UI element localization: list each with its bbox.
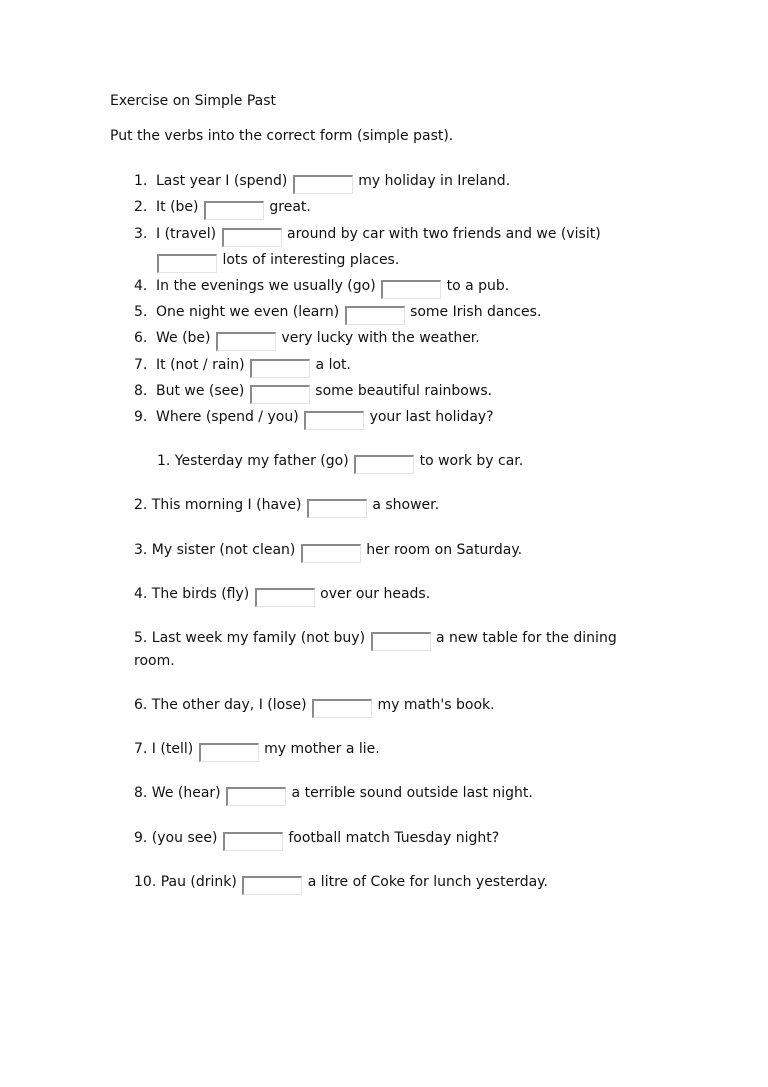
item-text-before: Last year I (spend) — [156, 173, 288, 189]
item-text-before: 3. My sister (not clean) — [134, 542, 296, 558]
item-text-before: 6. The other day, I (lose) — [134, 697, 307, 713]
item-text-after: football match Tuesday night? — [288, 830, 500, 846]
item-text-before: 5. Last week my family (not buy) — [134, 630, 366, 646]
list-item — [134, 829, 499, 847]
item-number: 2. — [134, 199, 148, 215]
item-text-after: a terrible sound outside last night. — [291, 785, 533, 801]
list-item — [134, 873, 548, 891]
item-text-after: my holiday in Ireland. — [358, 173, 511, 189]
list-item — [134, 541, 522, 559]
answer-input[interactable] — [354, 455, 414, 474]
answer-input[interactable] — [304, 411, 364, 430]
item-text-before: I (travel) — [156, 226, 217, 242]
item-text-after: lots of interesting places. — [222, 252, 400, 268]
list-item — [134, 696, 495, 714]
item-text-after: great. — [269, 199, 311, 215]
list-item-continuation: room. — [134, 653, 175, 669]
item-text-before: 8. We (hear) — [134, 785, 221, 801]
list-item — [134, 629, 617, 647]
item-text-before: 1. Yesterday my father (go) — [157, 453, 349, 469]
item-text-after: my math's book. — [377, 697, 495, 713]
answer-input[interactable] — [255, 588, 315, 607]
item-text-before: We (be) — [156, 330, 211, 346]
answer-input[interactable] — [226, 787, 286, 806]
answer-input[interactable] — [371, 632, 431, 651]
item-text-after: around by car with two friends and we (visit) — [287, 226, 601, 242]
item-number: 9. — [134, 409, 148, 425]
item-text-before: 7. I (tell) — [134, 741, 194, 757]
list-item — [134, 198, 311, 216]
answer-input[interactable] — [222, 228, 282, 247]
list-item — [134, 329, 480, 347]
answer-input[interactable] — [242, 876, 302, 895]
item-text-before: Where (spend / you) — [156, 409, 299, 425]
list-item — [134, 784, 533, 802]
answer-input[interactable] — [312, 699, 372, 718]
item-number: 3. — [134, 226, 148, 242]
answer-input[interactable] — [199, 743, 259, 762]
item-text-after: my mother a lie. — [264, 741, 380, 757]
item-text-before: 4. The birds (fly) — [134, 586, 250, 602]
list-item — [134, 277, 509, 295]
list-item — [134, 356, 351, 374]
item-text-after: to work by car. — [419, 453, 524, 469]
item-text-after: some Irish dances. — [410, 304, 542, 320]
item-text-after: over our heads. — [320, 586, 431, 602]
item-number: 4. — [134, 278, 148, 294]
item-text-after: her room on Saturday. — [366, 542, 523, 558]
item-text-before: It (not / rain) — [156, 357, 245, 373]
answer-input[interactable] — [250, 385, 310, 404]
answer-input[interactable] — [204, 201, 264, 220]
list-item — [134, 382, 492, 400]
list-item — [134, 408, 494, 426]
answer-input[interactable] — [345, 306, 405, 325]
item-text-after: a new table for the dining — [435, 630, 617, 646]
list-item — [157, 452, 523, 470]
item-text-after: a lot. — [315, 357, 351, 373]
answer-input[interactable] — [157, 254, 217, 273]
item-text-before: 10. Pau (drink) — [134, 874, 237, 890]
item-text-after: your last holiday? — [369, 409, 494, 425]
answer-input[interactable] — [216, 332, 276, 351]
item-text-after: a litre of Coke for lunch yesterday. — [307, 874, 548, 890]
list-item — [134, 172, 510, 190]
item-text-after: some beautiful rainbows. — [315, 383, 493, 399]
list-item — [134, 496, 439, 514]
item-text-before: But we (see) — [156, 383, 245, 399]
item-number: 7. — [134, 357, 148, 373]
list-item-continuation — [156, 251, 399, 269]
answer-input[interactable] — [293, 175, 353, 194]
item-number: 1. — [134, 173, 148, 189]
list-item — [134, 585, 430, 603]
item-text-before: It (be) — [156, 199, 199, 215]
item-text-before: In the evenings we usually (go) — [156, 278, 376, 294]
item-text-after: to a pub. — [446, 278, 510, 294]
item-text-before: 2. This morning I (have) — [134, 497, 302, 513]
list-item — [134, 303, 541, 321]
exercise-title: Exercise on Simple Past — [110, 93, 277, 109]
answer-input[interactable] — [307, 499, 367, 518]
item-text-before: 9. (you see) — [134, 830, 218, 846]
item-number: 8. — [134, 383, 148, 399]
answer-input[interactable] — [223, 832, 283, 851]
item-number: 5. — [134, 304, 148, 320]
exercise-instruction: Put the verbs into the correct form (simple past). — [110, 128, 454, 144]
item-text-before: One night we even (learn) — [156, 304, 340, 320]
item-text-after: a shower. — [372, 497, 440, 513]
item-text-after: very lucky with the weather. — [281, 330, 480, 346]
answer-input[interactable] — [301, 544, 361, 563]
item-number: 6. — [134, 330, 148, 346]
list-item — [134, 225, 601, 243]
list-item — [134, 740, 380, 758]
answer-input[interactable] — [250, 359, 310, 378]
answer-input[interactable] — [381, 280, 441, 299]
